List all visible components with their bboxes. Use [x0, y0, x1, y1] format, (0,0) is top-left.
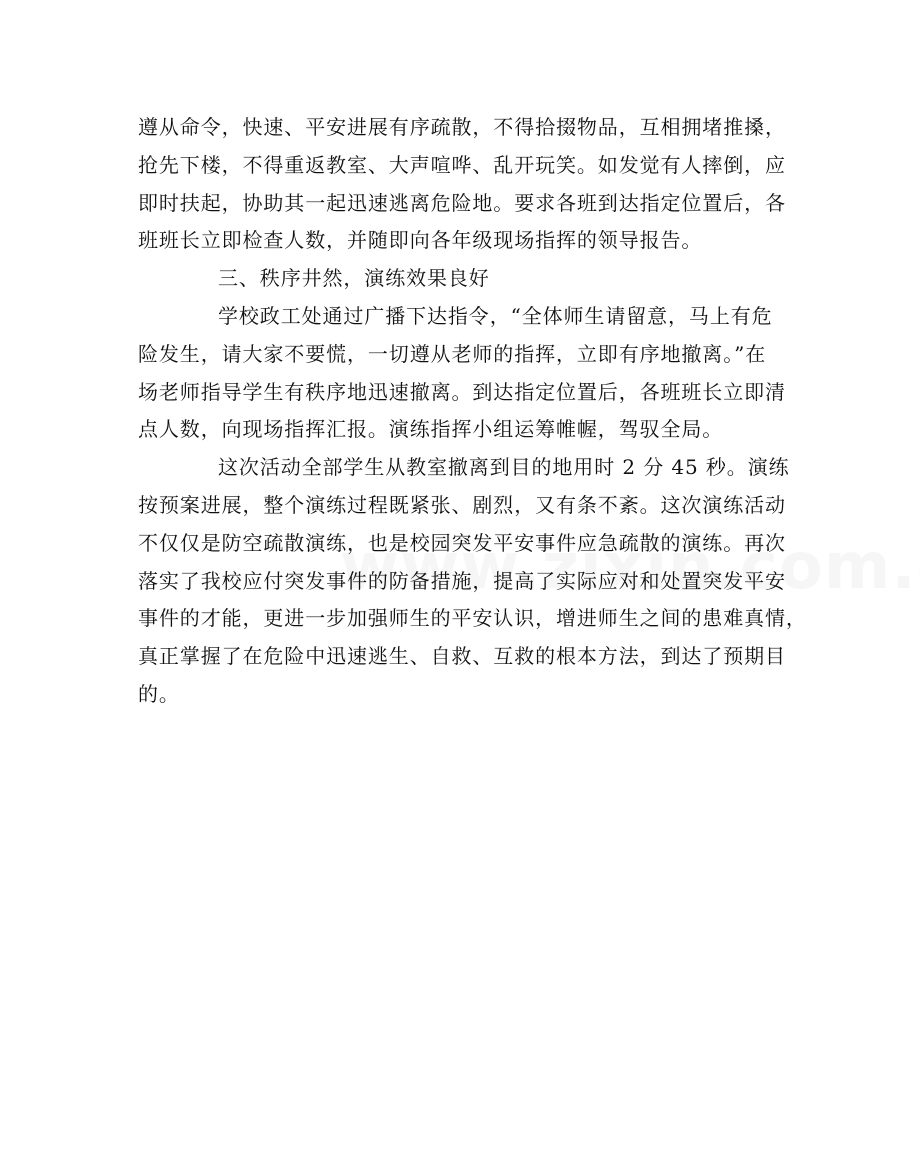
- text-line: 这次活动全部学生从教室撤离到目的地用时 2 分 45 秒。演练: [218, 455, 790, 480]
- text-line: 的。: [138, 681, 180, 706]
- paragraph-drill-summary: [138, 449, 807, 714]
- text-line: 险发生，请大家不要慌，一切遵从老师的指挥，立即有序地撤离。”在: [138, 341, 767, 366]
- section-heading-3: [138, 260, 798, 298]
- text-line: 落实了我校应付突发事件的防备措施，提高了实际应对和处置突发平安: [138, 568, 786, 593]
- text-line: 遵从命令，快速、平安进展有序疏散，不得拾掇物品，互相拥堵推搡，: [138, 115, 786, 139]
- text-line: 场老师指导学生有秩序地迅速撤离。到达指定位置后，各班班长立即清: [138, 379, 786, 404]
- text-line: 点人数，向现场指挥汇报。演练指挥小组运筹帷幄，驾驭全局。: [138, 417, 724, 442]
- text-line: 不仅仅是防空疏散演练，也是校园突发平安事件应急疏散的演练。再次: [138, 530, 786, 555]
- text-line: 班班长立即检查人数，并随即向各年级现场指挥的领导报告。: [138, 228, 703, 253]
- section-heading-text: 三、秩序井然，演练效果良好: [218, 266, 490, 291]
- text-line: 按预案进展，整个演练过程既紧张、剧烈，又有条不紊。这次演练活动: [138, 492, 786, 517]
- body-text: [138, 109, 807, 714]
- text-line: 真正掌握了在危险中迅速逃生、自救、互救的根本方法，到达了预期目: [138, 644, 786, 669]
- text-line: 即时扶起，协助其一起迅速逃离危险地。要求各班到达指定位置后，各: [138, 190, 786, 215]
- paragraph-evacuation-rules: [138, 109, 798, 260]
- text-line: 事件的才能，更进一步加强师生的平安认识，增进师生之间的患难真情，: [138, 606, 807, 631]
- text-line: 抢先下楼，不得重返教室、大声喧哗、乱开玩笑。如发觉有人摔倒，应: [138, 152, 786, 177]
- paragraph-broadcast-instruction: [138, 298, 798, 449]
- text-line: 学校政工处通过广播下达指令，“全体师生请留意，马上有危: [218, 303, 773, 328]
